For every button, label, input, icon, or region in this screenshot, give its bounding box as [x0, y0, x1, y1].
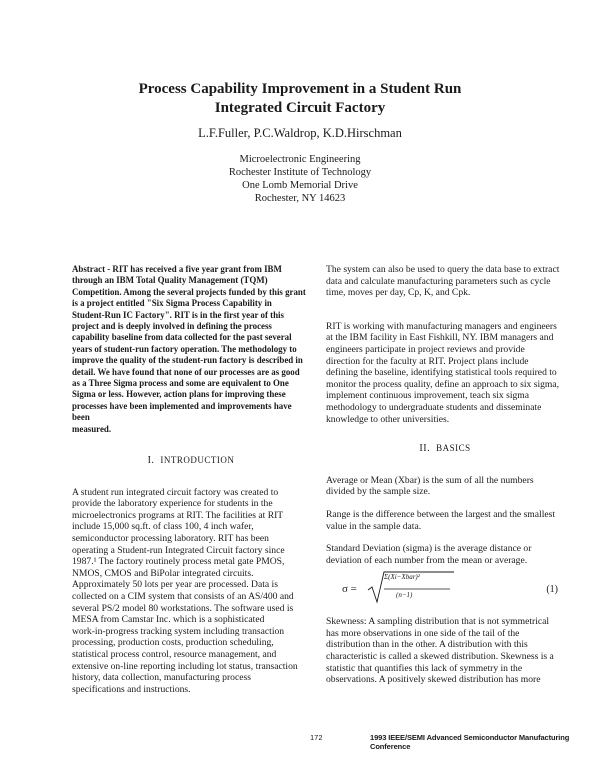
affiliation-line: Rochester Institute of Technology: [228, 167, 372, 178]
text-line: knowledge to other universities.: [326, 413, 450, 425]
text-line: direction for the faculty at RIT. Project plans include: [326, 355, 529, 367]
text-line: extensive on-line reporting including lot status, transaction: [72, 660, 298, 672]
text-line: methodology to undergraduate students and disseminate: [326, 401, 542, 413]
text-line: processing, production costs, production scheduling,: [72, 637, 274, 649]
text-line: characteristic is called a skewed distribution. Skewness is a: [326, 651, 554, 663]
mean-definition: [326, 475, 564, 498]
text-line: statistical process control, resource management, and: [72, 649, 277, 660]
title-line: Integrated Circuit Factory: [214, 100, 386, 116]
conference-footer: 1993 IEEE/SEMI Advanced Semiconductor Manufacturing Conference: [370, 733, 570, 751]
title-line: Process Capability Improvement in a Student Run: [138, 81, 462, 97]
text-line: A student run integrated circuit factory was created to: [72, 486, 279, 498]
text-line: statistic that quantifies this lack of symmetry in the: [326, 662, 523, 674]
text-line: through an IBM Total Quality Management (TQM): [72, 275, 268, 286]
text-line: Competition. Among the several projects funded by this grant: [72, 286, 306, 297]
text-line: data and calculate manufacturing parameters such as cycle: [326, 275, 551, 287]
text-line: The system can also be used to query the data base to extract: [326, 264, 560, 275]
text-line: microelectronics programs at RIT. The facilities at RIT: [72, 509, 284, 521]
section-heading-basics: [326, 443, 564, 455]
text-line: deviation of each number from the mean or average.: [326, 554, 528, 566]
ibm-paragraph: [326, 321, 564, 425]
text-line: distribution than in the other. A distribution with this: [326, 639, 528, 651]
equation-denominator: (n−1): [396, 591, 413, 600]
text-line: Average or Mean (Xbar) is the sum of all the numbers: [326, 474, 534, 486]
query-paragraph: [326, 264, 564, 299]
affiliation-line: One Lomb Memorial Drive: [242, 180, 358, 191]
text-line: observations. A positively skewed distribution has more: [326, 674, 541, 686]
text-line: improve the quality of the student-run factory is described in: [72, 355, 303, 366]
text-line: RIT is working with manufacturing managers and engineers: [326, 320, 557, 332]
text-line: years of student-run factory operation. The methodology to: [72, 343, 297, 354]
section-title: INTRODUCTION: [160, 455, 235, 466]
text-line: several PS/2 model 80 workstations. The software used is: [72, 602, 294, 614]
text-line: specifications and instructions.: [72, 683, 191, 695]
introduction-paragraph: [72, 487, 310, 696]
equation-number: (1): [546, 584, 558, 596]
text-line: Skewness: A sampling distribution that is not symmetrical: [326, 616, 550, 628]
text-line: MESA from Camstar Inc. which is a sophisticated: [72, 614, 265, 626]
affiliation-block: [60, 153, 540, 205]
abstract: [72, 264, 310, 435]
text-line: Sigma or less. However, action plans for improving these: [72, 389, 286, 400]
text-line: implement continuous improvement, teach six sigma: [326, 390, 530, 402]
text-line: Approximately 50 lots per year are processed. Data is: [72, 579, 278, 591]
paper-title: [60, 80, 540, 118]
text-line: operating a Student-run Integrated Circuit factory since: [72, 544, 285, 556]
text-line: as a Three Sigma process and some are equivalent to One: [72, 378, 289, 389]
text-line: collected on a CIM system that consists of an AS/400 and: [72, 591, 294, 603]
text-line: divided by the sample size.: [326, 486, 431, 498]
text-line: measured.: [72, 423, 112, 434]
text-line: include 15,000 sq.ft. of class 100, 4 inch wafer,: [72, 521, 254, 533]
text-line: engineers participate in project reviews and provide: [326, 343, 525, 355]
affiliation-line: Microelectronic Engineering: [239, 154, 361, 165]
equation-numerator: Σ(Xi−Xbar)²: [384, 573, 420, 582]
affiliation-line: Rochester, NY 14623: [254, 193, 346, 204]
skewness-paragraph: [326, 616, 564, 686]
text-line: Range is the difference between the largest and the smallest: [326, 508, 556, 520]
equation-stddev: [326, 568, 564, 612]
text-line: defining the baseline, identifying statistical tools required to: [326, 367, 557, 379]
text-line: 1987.¹ The factory routinely process metal gate PMOS,: [72, 556, 285, 568]
text-line: has more observations in one side of the tail of the: [326, 627, 520, 639]
text-line: detail. We have found that none of our processes are as good: [72, 366, 300, 377]
text-line: NMOS, CMOS and BiPolar integrated circuits.: [72, 567, 254, 579]
text-line: Standard Deviation (sigma) is the average distance or: [326, 543, 532, 555]
text-line: Student-Run IC Factory". RIT is in the first year of this: [72, 309, 284, 320]
text-line: history, data collection, manufacturing process: [72, 672, 251, 684]
author-list: L.F.Fuller, P.C.Waldrop, K.D.Hirschman: [198, 126, 402, 140]
text-line: work-in-progress tracking system including transaction: [72, 625, 285, 637]
text-line: Abstract - RIT has received a five year grant from IBM: [72, 264, 282, 274]
section-heading-introduction: [72, 455, 310, 467]
text-line: provide the laboratory experience for students in the: [72, 498, 273, 510]
text-line: is a project entitled "Six Sigma Process Capability in: [72, 298, 272, 309]
text-line: processes have been implemented and improvements have been: [72, 400, 292, 423]
text-line: monitor the process quality, define an approach to six sigma,: [326, 378, 560, 390]
section-title: BASICS: [436, 443, 471, 454]
text-line: at the IBM facility in East Fishkill, NY. IBM managers and: [326, 332, 554, 344]
text-line: semiconductor processing laboratory. RIT has been: [72, 533, 269, 545]
equation-lhs: σ =: [342, 583, 357, 596]
text-line: capability baseline from data collected for the past several: [72, 332, 292, 343]
right-column: [326, 264, 564, 686]
range-definition: [326, 509, 564, 532]
section-number: I.: [147, 455, 155, 467]
left-column: [72, 264, 310, 695]
page-number: 172: [310, 733, 323, 742]
text-line: value in the sample data.: [326, 520, 422, 532]
stddev-definition: [326, 543, 564, 566]
text-line: project and is deeply involved in defining the process: [72, 321, 272, 332]
text-line: time, moves per day, Cp, K, and Cpk.: [326, 287, 471, 299]
section-number: II.: [419, 443, 431, 455]
